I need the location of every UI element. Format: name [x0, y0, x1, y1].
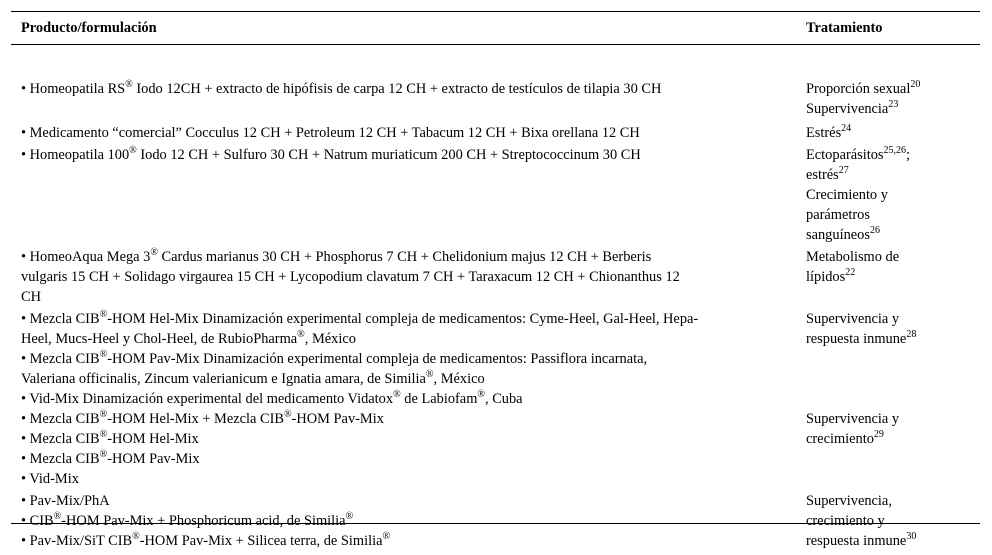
product-text: -HOM Hel-Mix + Mezcla CIB — [107, 411, 284, 427]
product-line — [21, 409, 771, 429]
product-text: -HOM Hel-Mix Dinamización experimental compleja de medicamentos: Cyme-Heel, Gal-Heel, Hepa- — [107, 311, 699, 327]
reference-number: 27 — [838, 165, 849, 176]
bullet-glyph: • — [21, 493, 30, 509]
product-text: -HOM Pav-Mix + Silicea terra, de Similia — [139, 533, 383, 549]
table-row — [11, 491, 980, 555]
product-line — [21, 247, 771, 267]
treatment-line — [806, 145, 966, 165]
product-line — [21, 469, 771, 489]
registered-mark: ® — [150, 247, 158, 258]
treatment-line — [806, 205, 966, 225]
table-row — [11, 409, 980, 491]
treatment-text: Crecimiento y — [806, 187, 888, 203]
bullet-glyph: • — [21, 249, 30, 265]
product-line — [21, 369, 771, 389]
registered-mark: ® — [99, 449, 108, 460]
registered-mark: ® — [129, 145, 137, 156]
header-treatment: Tratamiento — [806, 20, 883, 36]
product-text: CH — [21, 289, 41, 305]
product-text: CIB — [29, 513, 54, 529]
treatment-text: Proporción sexual — [806, 81, 911, 97]
registered-mark: ® — [53, 511, 62, 522]
product-text: vulgaris 15 CH + Solidago virgaurea 15 CH + Lycopodium clavatum 7 CH + Taraxacum 12 CH + Chionanthus 12 — [21, 269, 680, 285]
table-header — [11, 12, 980, 45]
product-text: Medicamento “comercial” Cocculus 12 CH + Petroleum 12 CH + Tabacum 12 CH + Bixa orellana 12 CH — [29, 125, 640, 141]
bullet-glyph: • — [21, 431, 30, 447]
product-line — [21, 349, 771, 369]
treatment-text: respuesta inmune — [806, 331, 907, 347]
treatment-text: estrés — [806, 167, 839, 183]
product-line — [21, 531, 771, 551]
product-cell — [21, 491, 771, 551]
bullet-glyph: • — [21, 81, 30, 97]
bullet-glyph: • — [21, 147, 30, 163]
reference-number: 25,26 — [883, 145, 907, 156]
reference-number: 30 — [906, 531, 917, 542]
reference-number: 28 — [906, 329, 917, 340]
treatment-line — [806, 429, 966, 449]
product-line — [21, 309, 771, 329]
product-cell — [21, 309, 771, 409]
treatment-cell — [806, 409, 966, 449]
treatment-text: crecimiento y — [806, 513, 885, 529]
treatment-text: Supervivencia, — [806, 493, 892, 509]
treatment-line — [806, 531, 966, 551]
treatment-line — [806, 79, 966, 99]
product-text: -HOM Pav-Mix + Phosphoricum acid, de Similia — [61, 513, 346, 529]
treatment-text: parámetros — [806, 207, 870, 223]
product-text: -HOM Pav-Mix Dinamización experimental compleja de medicamentos: Passiflora incarnata, — [107, 351, 648, 367]
product-text: -HOM Pav-Mix — [107, 451, 200, 467]
treatment-text: Supervivencia y — [806, 411, 900, 427]
products-table — [11, 11, 980, 549]
bullet-glyph: • — [21, 411, 30, 427]
reference-number: 24 — [841, 123, 852, 134]
treatment-line — [806, 225, 966, 245]
reference-number: 20 — [910, 79, 921, 90]
product-text: -HOM Pav-Mix — [291, 411, 384, 427]
treatment-cell — [806, 145, 966, 245]
table-row — [11, 145, 980, 247]
product-text: , México — [304, 331, 356, 347]
product-cell — [21, 123, 771, 143]
treatment-text: Supervivencia — [806, 101, 889, 117]
product-text: , Cuba — [485, 391, 523, 407]
product-text: Homeopatila RS — [29, 81, 126, 97]
bullet-glyph: • — [21, 351, 30, 367]
product-text: Valeriana officinalis, Zincum valerianicum e Ignatia amara, de Similia — [21, 371, 426, 387]
product-text: Iodo 12 CH + Sulfuro 30 CH + Natrum muriaticum 200 CH + Streptococcinum 30 CH — [136, 147, 641, 163]
registered-mark: ® — [477, 389, 485, 400]
product-text: Mezcla CIB — [29, 431, 100, 447]
treatment-text: Supervivencia y — [806, 311, 900, 327]
bullet-glyph: • — [21, 125, 30, 141]
treatment-text: lípidos — [806, 269, 846, 285]
treatment-cell — [806, 491, 966, 551]
registered-mark: ® — [99, 429, 108, 440]
table-row — [11, 247, 980, 309]
product-text: Vid-Mix — [29, 471, 79, 487]
product-text: Homeopatila 100 — [29, 147, 130, 163]
product-line — [21, 145, 771, 165]
product-text: -HOM Hel-Mix — [107, 431, 199, 447]
product-text: Pav-Mix/PhA — [29, 493, 110, 509]
table-row — [11, 123, 980, 143]
treatment-text: ; — [906, 147, 911, 163]
table-row — [11, 79, 980, 123]
treatment-line — [806, 185, 966, 205]
registered-mark: ® — [297, 329, 305, 340]
product-line — [21, 79, 771, 99]
treatment-line — [806, 247, 966, 267]
product-line — [21, 449, 771, 469]
treatment-cell — [806, 79, 966, 119]
treatment-text: sanguíneos — [806, 227, 870, 243]
reference-number: 23 — [888, 99, 899, 110]
registered-mark: ® — [345, 511, 354, 522]
product-cell — [21, 145, 771, 165]
treatment-text: Estrés — [806, 125, 842, 141]
product-text: Mezcla CIB — [29, 311, 100, 327]
product-text: Mezcla CIB — [29, 411, 100, 427]
product-text: Pav-Mix/SiT CIB — [29, 533, 133, 549]
product-cell — [21, 79, 771, 99]
bullet-glyph: • — [21, 533, 30, 549]
registered-mark: ® — [393, 389, 401, 400]
product-line — [21, 287, 771, 307]
product-cell — [21, 247, 771, 307]
treatment-line — [806, 267, 966, 287]
registered-mark: ® — [132, 531, 140, 542]
product-line — [21, 329, 771, 349]
table-row — [11, 309, 980, 409]
treatment-cell — [806, 123, 966, 143]
registered-mark: ® — [99, 409, 108, 420]
product-line — [21, 389, 771, 409]
registered-mark: ® — [425, 369, 434, 380]
registered-mark: ® — [99, 349, 108, 360]
product-line — [21, 491, 771, 511]
reference-number: 22 — [845, 267, 856, 278]
product-line — [21, 429, 771, 449]
treatment-line — [806, 309, 966, 329]
header-product: Producto/formulación — [21, 20, 157, 36]
bullet-glyph: • — [21, 391, 30, 407]
product-cell — [21, 409, 771, 489]
bullet-glyph: • — [21, 451, 30, 467]
bullet-glyph: • — [21, 471, 30, 487]
reference-number: 26 — [869, 225, 880, 236]
product-text: Heel, Mucs-Heel y Chol-Heel, de RubioPharma — [21, 331, 298, 347]
product-text: de Labiofam — [400, 391, 478, 407]
product-text: Vid-Mix Dinamización experimental del medicamento Vidatox — [29, 391, 394, 407]
treatment-line — [806, 99, 966, 119]
treatment-line — [806, 409, 966, 429]
treatment-text: Ectoparásitos — [806, 147, 884, 163]
registered-mark: ® — [99, 309, 108, 320]
product-line — [21, 511, 771, 531]
treatment-line — [806, 165, 966, 185]
product-text: Cardus marianus 30 CH + Phosphorus 7 CH + Chelidonium majus 12 CH + Berberis — [157, 249, 652, 265]
treatment-text: crecimiento — [806, 431, 874, 447]
treatment-cell — [806, 309, 966, 349]
product-text: Mezcla CIB — [29, 451, 100, 467]
registered-mark: ® — [125, 79, 133, 90]
bullet-glyph: • — [21, 311, 30, 327]
product-text: Mezcla CIB — [29, 351, 100, 367]
product-text: , México — [433, 371, 485, 387]
treatment-text: Metabolismo de — [806, 249, 900, 265]
bullet-glyph: • — [21, 513, 30, 529]
product-line — [21, 123, 771, 143]
treatment-cell — [806, 247, 966, 287]
product-line — [21, 267, 771, 287]
treatment-text: respuesta inmune — [806, 533, 907, 549]
treatment-line — [806, 123, 966, 143]
treatment-line — [806, 491, 966, 511]
product-text: Iodo 12CH + extracto de hipófisis de carpa 12 CH + extracto de testículos de tilapia 30 CH — [132, 81, 662, 97]
registered-mark: ® — [382, 531, 391, 542]
table-body — [11, 45, 980, 549]
product-text: HomeoAqua Mega 3 — [29, 249, 151, 265]
reference-number: 29 — [873, 429, 884, 440]
registered-mark: ® — [283, 409, 292, 420]
treatment-line — [806, 329, 966, 349]
treatment-line — [806, 511, 966, 531]
